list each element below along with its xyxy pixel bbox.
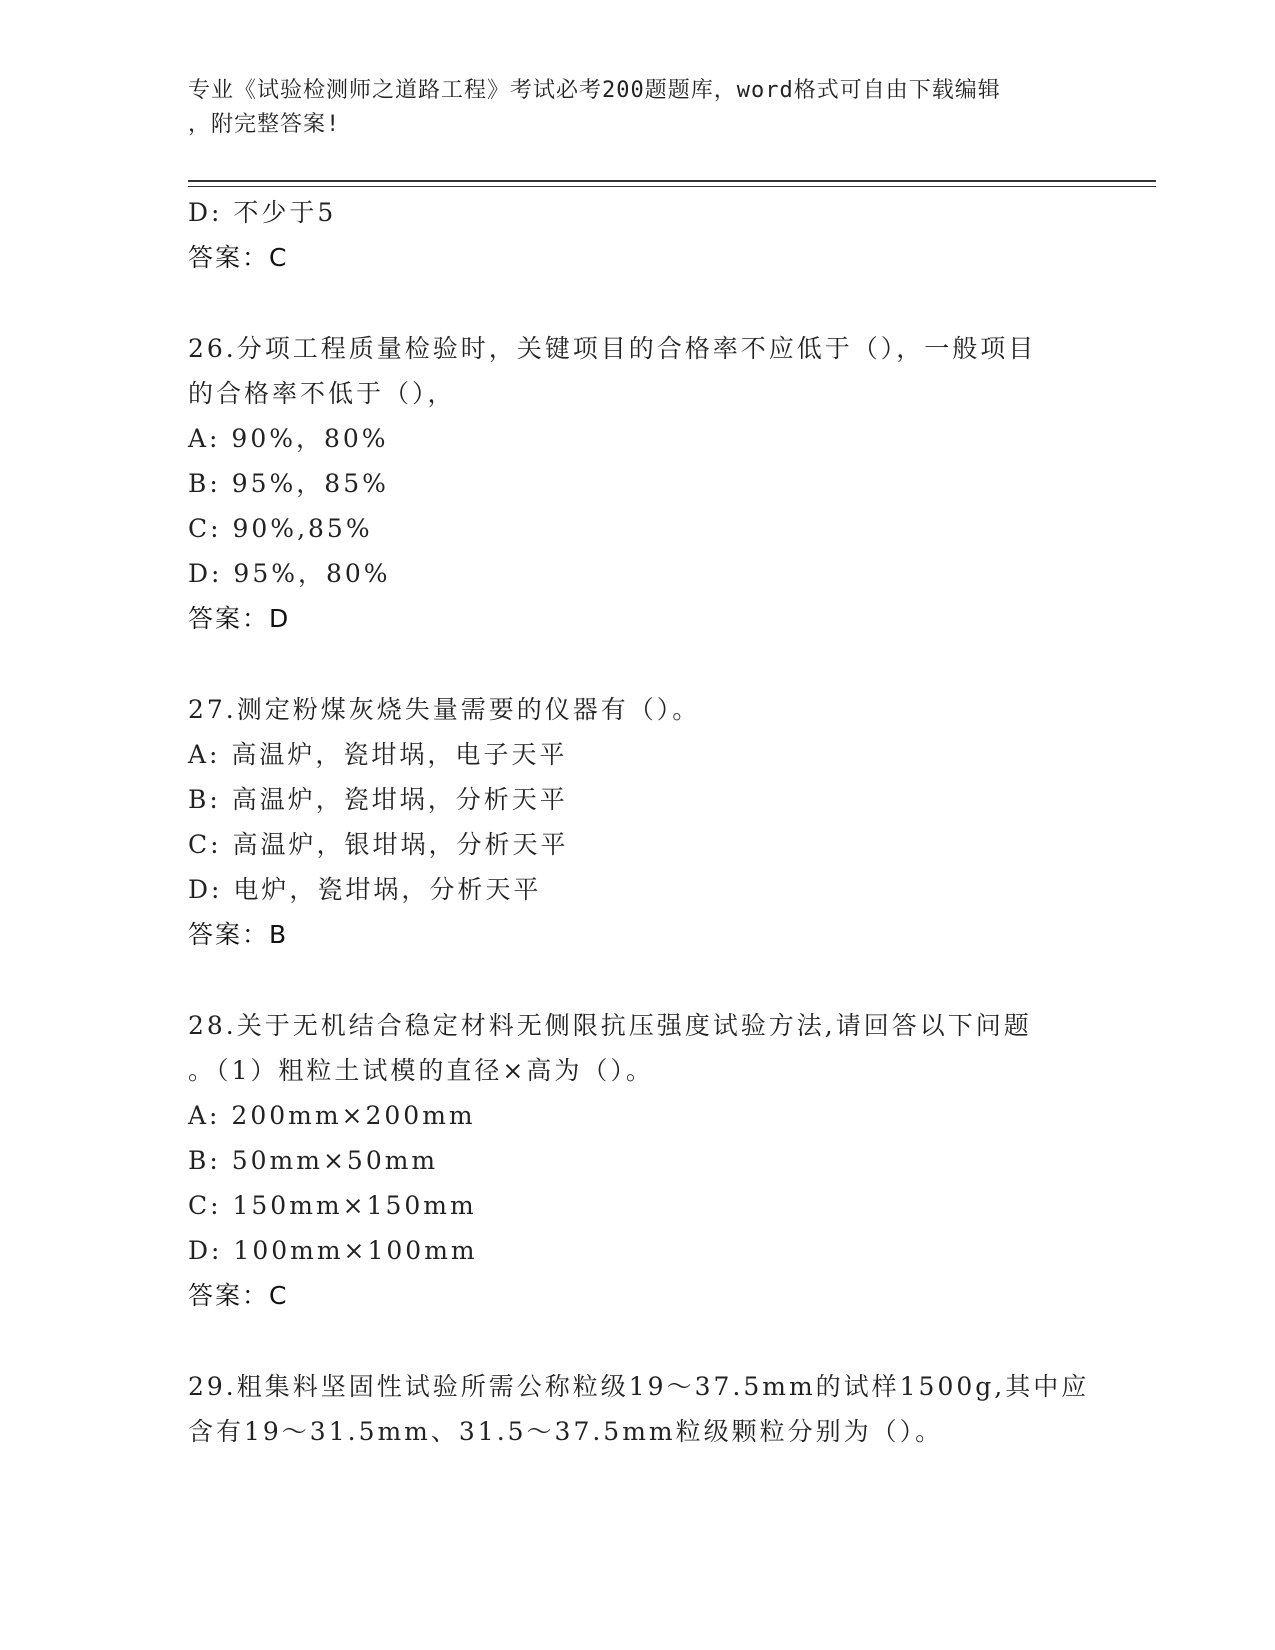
spacer — [188, 280, 1088, 326]
option-c: C: 高温炉，银坩埚，分析天平 — [188, 830, 569, 859]
question-text-line-1: 29.粗集料坚固性试验所需公称粒级19～37.5mm的试样1500g,其中应 — [188, 1372, 1090, 1401]
question-text-line-2: 含有19～31.5mm、31.5～37.5mm粒级颗粒分别为（）。 — [188, 1417, 944, 1446]
option-d: D: 100mm×100mm — [188, 1236, 478, 1265]
question-27 — [188, 687, 1088, 957]
header-title-line-1: 专业《试验检测师之道路工程》考试必考200题题库，word格式可自由下载编辑 — [188, 78, 1001, 103]
option-b: B: 50mm×50mm — [188, 1146, 439, 1175]
question-text-line-1: 27.测定粉煤灰烧失量需要的仪器有（）。 — [188, 695, 701, 724]
document-header — [188, 74, 1068, 142]
option-a: A: 90%，80% — [188, 424, 389, 453]
question-list — [188, 190, 1088, 1454]
option-a: A: 200mm×200mm — [188, 1101, 476, 1130]
option-d: D: 不少于5 — [188, 198, 337, 227]
option-d: D: 95%，80% — [188, 559, 391, 588]
question-text-line-1: 26.分项工程质量检验时，关键项目的合格率不应低于（），一般项目 — [188, 334, 1037, 363]
option-c: C: 150mm×150mm — [188, 1191, 477, 1220]
option-c: C: 90%,85% — [188, 514, 373, 543]
question-26 — [188, 326, 1088, 641]
option-d: D: 电炉，瓷坩埚，分析天平 — [188, 875, 542, 904]
option-b: B: 95%，85% — [188, 469, 389, 498]
question-text-line-2: 。（1）粗粒土试模的直径×高为（）。 — [188, 1056, 654, 1085]
question-29 — [188, 1364, 1088, 1454]
answer-label: 答案：D — [188, 604, 291, 633]
question-text-line-2: 的合格率不低于（）， — [188, 379, 456, 408]
question-text-line-1: 28.关于无机结合稳定材料无侧限抗压强度试验方法,请回答以下问题 — [188, 1011, 1032, 1040]
carryover-block — [188, 190, 1088, 280]
answer-label: 答案：B — [188, 920, 289, 949]
spacer — [188, 641, 1088, 687]
header-divider — [188, 180, 1156, 187]
question-28 — [188, 1003, 1088, 1318]
spacer — [188, 957, 1088, 1003]
spacer — [188, 1318, 1088, 1364]
header-title-line-2: ，附完整答案! — [188, 112, 341, 137]
answer-label: 答案：C — [188, 1281, 289, 1310]
answer-label: 答案：C — [188, 243, 289, 272]
option-a: A: 高温炉，瓷坩埚，电子天平 — [188, 740, 568, 769]
option-b: B: 高温炉，瓷坩埚，分析天平 — [188, 785, 568, 814]
